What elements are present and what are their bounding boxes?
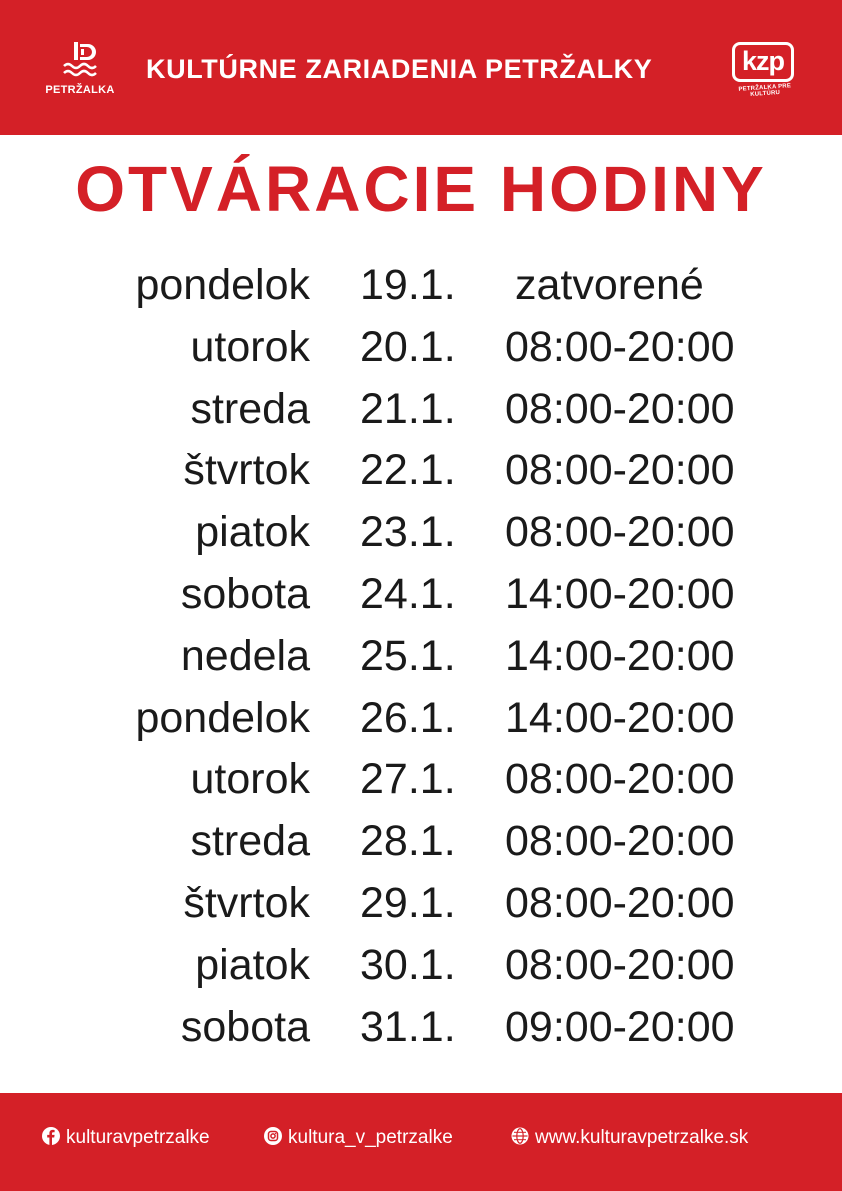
schedule-row (0, 688, 842, 750)
opening-hours: 14:00-20:00 (505, 693, 735, 742)
schedule-row (0, 997, 842, 1059)
opening-hours: 08:00-20:00 (505, 508, 735, 557)
instagram-handle: kultura_v_petrzalke (288, 1127, 453, 1148)
day-name: piatok (195, 508, 310, 557)
opening-hours: 08:00-20:00 (505, 755, 735, 804)
kzp-logo (728, 42, 802, 100)
schedule-row (0, 626, 842, 688)
petrzalka-logo (40, 40, 120, 102)
facebook-icon (42, 1127, 60, 1145)
schedule-row (0, 749, 842, 811)
instagram-link[interactable] (264, 1128, 453, 1148)
opening-hours-table (0, 255, 842, 1058)
facebook-link[interactable] (42, 1128, 210, 1148)
schedule-row (0, 255, 842, 317)
day-name: streda (190, 817, 310, 866)
kzp-logo-tagline: PETRŽALKA PRE KULTÚRU (738, 83, 792, 99)
date: 20.1. (360, 322, 456, 371)
date: 19.1. (360, 261, 456, 309)
day-name: pondelok (135, 261, 310, 309)
website-url: www.kulturavpetrzalke.sk (535, 1127, 749, 1148)
footer-banner (0, 1093, 842, 1191)
opening-hours: 08:00-20:00 (505, 878, 735, 927)
opening-hours: 14:00-20:00 (505, 631, 735, 680)
petrzalka-logo-text: PETRŽALKA (45, 84, 115, 96)
header-banner (0, 0, 842, 135)
day-name: pondelok (135, 693, 310, 742)
opening-hours: 08:00-20:00 (505, 322, 735, 371)
schedule-row (0, 440, 842, 502)
day-name: sobota (180, 1002, 310, 1051)
date: 29.1. (360, 878, 456, 927)
schedule-row (0, 873, 842, 935)
website-link[interactable] (511, 1128, 748, 1148)
opening-hours: 08:00-20:00 (505, 817, 735, 866)
date: 22.1. (360, 446, 456, 495)
day-name: štvrtok (183, 878, 310, 927)
schedule-row (0, 317, 842, 379)
date: 23.1. (360, 508, 456, 557)
day-name: streda (190, 384, 310, 433)
date: 30.1. (360, 940, 456, 989)
date: 27.1. (360, 755, 456, 804)
schedule-row (0, 379, 842, 441)
day-name: piatok (195, 940, 310, 989)
opening-hours: 08:00-20:00 (505, 940, 735, 989)
date: 31.1. (360, 1002, 456, 1051)
day-name: utorok (190, 755, 310, 804)
schedule-row (0, 502, 842, 564)
organization-title: KULTÚRNE ZARIADENIA PETRŽALKY (146, 54, 653, 84)
date: 25.1. (360, 631, 456, 680)
day-name: štvrtok (183, 446, 310, 495)
date: 24.1. (360, 569, 456, 618)
opening-hours: 08:00-20:00 (505, 384, 735, 433)
date: 26.1. (360, 693, 456, 742)
kzp-logo-text: kzp (732, 42, 794, 82)
petrzalka-emblem-icon (62, 40, 98, 80)
globe-icon (511, 1127, 529, 1145)
day-name: nedela (180, 631, 310, 680)
day-name: utorok (190, 322, 310, 371)
opening-hours: zatvorené (515, 261, 704, 309)
schedule-row (0, 935, 842, 997)
date: 21.1. (360, 384, 456, 433)
schedule-row (0, 811, 842, 873)
facebook-handle: kulturavpetrzalke (66, 1127, 210, 1148)
opening-hours: 08:00-20:00 (505, 446, 735, 495)
page-title: OTVÁRACIE HODINY (75, 153, 767, 225)
day-name: sobota (180, 569, 310, 618)
schedule-row (0, 564, 842, 626)
instagram-icon (264, 1127, 282, 1145)
opening-hours: 14:00-20:00 (505, 569, 735, 618)
opening-hours: 09:00-20:00 (505, 1002, 735, 1051)
date: 28.1. (360, 817, 456, 866)
